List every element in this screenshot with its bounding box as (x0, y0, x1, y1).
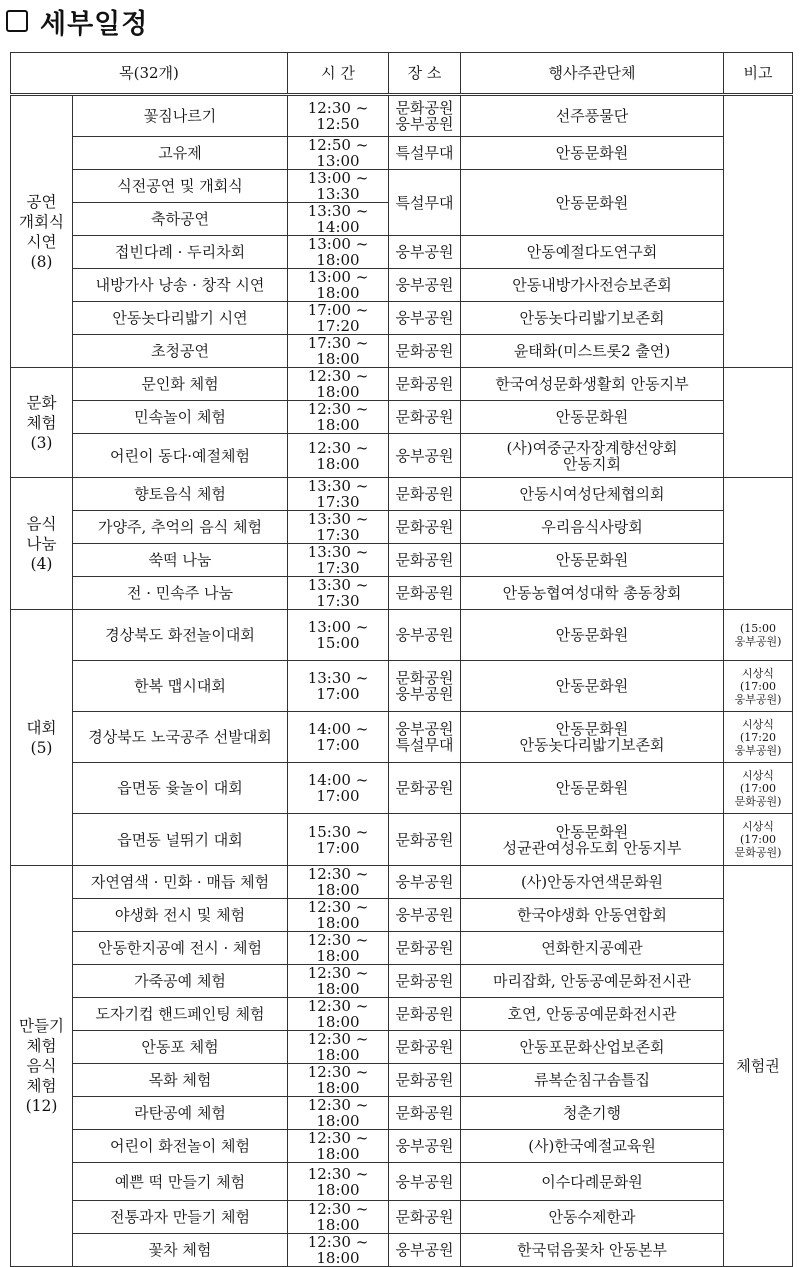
program-cell: 경상북도 화전놀이대회 (73, 610, 288, 661)
place-cell: 문화공원 웅부공원 (389, 95, 461, 137)
table-row (11, 95, 793, 137)
place-cell: 웅부공원 (389, 866, 461, 899)
table-row (11, 269, 793, 302)
note-cell (724, 478, 793, 610)
place-cell: 웅부공원 특설무대 (389, 712, 461, 763)
place-cell: 문화공원 (389, 1031, 461, 1064)
program-cell: 전통과자 만들기 체험 (73, 1201, 288, 1234)
program-cell: 민속놀이 체험 (73, 401, 288, 434)
place-cell: 문화공원 (389, 998, 461, 1031)
note-cell: 시상식 (17:00 문화공원) (724, 763, 793, 814)
time-cell: 12:30 ~ 18:00 (288, 866, 389, 899)
table-row (11, 1201, 793, 1234)
time-cell: 17:30 ~ 18:00 (288, 335, 389, 368)
time-cell: 13:30 ~ 14:00 (288, 203, 389, 236)
organizer-cell: 이수다례문화원 (461, 1163, 724, 1201)
table-row (11, 544, 793, 577)
program-cell: 전 · 민속주 나눔 (73, 577, 288, 610)
program-cell: 접빈다례 · 두리차회 (73, 236, 288, 269)
place-cell: 특설무대 (389, 137, 461, 170)
program-cell: 가죽공예 체험 (73, 965, 288, 998)
table-row (11, 1031, 793, 1064)
place-cell: 웅부공원 (389, 1130, 461, 1163)
organizer-cell: 안동놋다리밟기보존회 (461, 302, 724, 335)
time-cell: 13:30 ~ 17:00 (288, 661, 389, 712)
checkbox-square-icon (6, 10, 28, 32)
place-cell: 문화공원 (389, 763, 461, 814)
organizer-cell: (사)여중군자장계향선양회 안동지회 (461, 434, 724, 478)
table-row (11, 302, 793, 335)
program-cell: 자연염색 · 민화 · 매듭 체험 (73, 866, 288, 899)
program-cell: 어린이 동다·예절체험 (73, 434, 288, 478)
table-row (11, 478, 793, 511)
table-header-row (11, 53, 793, 95)
header-organizer: 행사주관단체 (461, 53, 724, 95)
place-cell: 웅부공원 (389, 610, 461, 661)
table-row (11, 866, 793, 899)
place-cell: 웅부공원 (389, 899, 461, 932)
note-cell: 시상식 (17:00 문화공원) (724, 814, 793, 866)
note-cell (724, 368, 793, 478)
program-cell: 목화 체험 (73, 1064, 288, 1097)
place-cell: 웅부공원 (389, 1234, 461, 1267)
place-cell: 문화공원 (389, 1097, 461, 1130)
program-cell: 읍면동 널뛰기 대회 (73, 814, 288, 866)
program-cell: 쑥떡 나눔 (73, 544, 288, 577)
table-row (11, 335, 793, 368)
header-place: 장 소 (389, 53, 461, 95)
table-row (11, 577, 793, 610)
table-row (11, 712, 793, 763)
header-program: 목(32개) (11, 53, 288, 95)
table-row (11, 1130, 793, 1163)
program-cell: 안동한지공예 전시 · 체험 (73, 932, 288, 965)
place-cell: 문화공원 (389, 1201, 461, 1234)
program-cell: 예쁜 떡 만들기 체험 (73, 1163, 288, 1201)
table-row (11, 998, 793, 1031)
organizer-cell: 안동문화원 (461, 401, 724, 434)
time-cell: 12:30 ~ 18:00 (288, 1031, 389, 1064)
time-cell: 12:30 ~ 18:00 (288, 899, 389, 932)
organizer-cell: 안동수제한과 (461, 1201, 724, 1234)
time-cell: 13:00 ~ 15:00 (288, 610, 389, 661)
program-cell: 향토음식 체험 (73, 478, 288, 511)
program-cell: 라탄공예 체험 (73, 1097, 288, 1130)
organizer-cell: 안동문화원 (461, 137, 724, 170)
organizer-cell: 안동예절다도연구회 (461, 236, 724, 269)
place-cell: 웅부공원 (389, 302, 461, 335)
note-cell: 시상식 (17:20 웅부공원) (724, 712, 793, 763)
place-cell: 웅부공원 (389, 236, 461, 269)
program-cell: 꽃차 체험 (73, 1234, 288, 1267)
time-cell: 12:30 ~ 18:00 (288, 965, 389, 998)
organizer-cell: 한국여성문화생활회 안동지부 (461, 368, 724, 401)
category-cell: 음식 나눔 (4) (11, 478, 73, 610)
place-cell: 웅부공원 (389, 1163, 461, 1201)
organizer-cell: 안동문화원 (461, 170, 724, 236)
organizer-cell: 선주풍물단 (461, 95, 724, 137)
table-row (11, 401, 793, 434)
program-cell: 꽃짐나르기 (73, 95, 288, 137)
category-cell: 만들기 체험 음식 체험 (12) (11, 866, 73, 1267)
category-cell: 공연 개회식 시연 (8) (11, 95, 73, 368)
organizer-cell: 안동내방가사전승보존회 (461, 269, 724, 302)
organizer-cell: 안동문화원 (461, 544, 724, 577)
place-cell: 문화공원 (389, 544, 461, 577)
page-heading (6, 4, 148, 38)
place-cell: 문화공원 (389, 1064, 461, 1097)
program-cell: 내방가사 낭송 · 창작 시연 (73, 269, 288, 302)
organizer-cell: 연화한지공예관 (461, 932, 724, 965)
organizer-cell: 류복순침구솜틀집 (461, 1064, 724, 1097)
program-cell: 안동놋다리밟기 시연 (73, 302, 288, 335)
program-cell: 읍면동 윷놀이 대회 (73, 763, 288, 814)
table-row (11, 434, 793, 478)
time-cell: 14:00 ~ 17:00 (288, 712, 389, 763)
organizer-cell: (사)한국예절교육원 (461, 1130, 724, 1163)
note-cell (724, 95, 793, 368)
program-cell: 야생화 전시 및 체험 (73, 899, 288, 932)
note-cell: 시상식 (17:00 웅부공원) (724, 661, 793, 712)
time-cell: 12:30 ~ 18:00 (288, 401, 389, 434)
table-row (11, 511, 793, 544)
time-cell: 14:00 ~ 17:00 (288, 763, 389, 814)
organizer-cell: 우리음식사랑회 (461, 511, 724, 544)
organizer-cell: 한국야생화 안동연합회 (461, 899, 724, 932)
time-cell: 12:50 ~ 13:00 (288, 137, 389, 170)
program-cell: 고유제 (73, 137, 288, 170)
program-cell: 식전공연 및 개회식 (73, 170, 288, 203)
time-cell: 13:30 ~ 17:30 (288, 511, 389, 544)
time-cell: 13:30 ~ 17:30 (288, 478, 389, 511)
time-cell: 12:30 ~ 18:00 (288, 1130, 389, 1163)
table-row (11, 661, 793, 712)
place-cell: 문화공원 (389, 335, 461, 368)
time-cell: 12:30 ~ 18:00 (288, 1064, 389, 1097)
organizer-cell: 안동문화원 안동놋다리밟기보존회 (461, 712, 724, 763)
time-cell: 12:30 ~ 18:00 (288, 1163, 389, 1201)
category-cell: 대회 (5) (11, 610, 73, 866)
category-cell: 문화 체험 (3) (11, 368, 73, 478)
place-cell: 특설무대 (389, 170, 461, 236)
place-cell: 문화공원 웅부공원 (389, 661, 461, 712)
table-row (11, 1163, 793, 1201)
time-cell: 12:30 ~ 18:00 (288, 434, 389, 478)
schedule-table (10, 52, 793, 1267)
table-row (11, 1234, 793, 1267)
place-cell: 문화공원 (389, 478, 461, 511)
organizer-cell: 안동문화원 (461, 763, 724, 814)
table-row (11, 763, 793, 814)
page-title: 세부일정 (40, 8, 149, 40)
time-cell: 13:30 ~ 17:30 (288, 544, 389, 577)
note-cell: 체험권 (724, 866, 793, 1267)
program-cell: 도자기컵 핸드페인팅 체험 (73, 998, 288, 1031)
time-cell: 12:30 ~ 18:00 (288, 932, 389, 965)
time-cell: 12:30 ~ 18:00 (288, 998, 389, 1031)
place-cell: 문화공원 (389, 965, 461, 998)
organizer-cell: 안동문화원 (461, 610, 724, 661)
organizer-cell: 윤태화(미스트롯2 출연) (461, 335, 724, 368)
organizer-cell: 안동문화원 (461, 661, 724, 712)
organizer-cell: 청춘기행 (461, 1097, 724, 1130)
place-cell: 문화공원 (389, 932, 461, 965)
table-row (11, 170, 793, 203)
organizer-cell: 안동시여성단체협의회 (461, 478, 724, 511)
organizer-cell: 한국덖음꽃차 안동본부 (461, 1234, 724, 1267)
time-cell: 13:30 ~ 17:30 (288, 577, 389, 610)
program-cell: 축하공연 (73, 203, 288, 236)
program-cell: 안동포 체험 (73, 1031, 288, 1064)
time-cell: 12:30 ~ 12:50 (288, 95, 389, 137)
time-cell: 15:30 ~ 17:00 (288, 814, 389, 866)
place-cell: 문화공원 (389, 814, 461, 866)
table-row (11, 814, 793, 866)
program-cell: 경상북도 노국공주 선발대회 (73, 712, 288, 763)
note-cell: (15:00 웅부공원) (724, 610, 793, 661)
place-cell: 문화공원 (389, 401, 461, 434)
time-cell: 13:00 ~ 18:00 (288, 236, 389, 269)
time-cell: 17:00 ~ 17:20 (288, 302, 389, 335)
table-row (11, 1064, 793, 1097)
time-cell: 12:30 ~ 18:00 (288, 1201, 389, 1234)
program-cell: 초청공연 (73, 335, 288, 368)
place-cell: 웅부공원 (389, 434, 461, 478)
table-row (11, 965, 793, 998)
table-row (11, 899, 793, 932)
organizer-cell: 안동문화원 성균관여성유도회 안동지부 (461, 814, 724, 866)
organizer-cell: 안동포문화산업보존회 (461, 1031, 724, 1064)
organizer-cell: 안동농협여성대학 총동창회 (461, 577, 724, 610)
place-cell: 문화공원 (389, 511, 461, 544)
program-cell: 한복 맵시대회 (73, 661, 288, 712)
organizer-cell: (사)안동자연색문화원 (461, 866, 724, 899)
header-note: 비고 (724, 53, 793, 95)
place-cell: 웅부공원 (389, 269, 461, 302)
table-row (11, 137, 793, 170)
table-row (11, 932, 793, 965)
time-cell: 12:30 ~ 18:00 (288, 368, 389, 401)
program-cell: 어린이 화전놀이 체험 (73, 1130, 288, 1163)
program-cell: 문인화 체험 (73, 368, 288, 401)
table-row (11, 368, 793, 401)
table-row (11, 610, 793, 661)
place-cell: 문화공원 (389, 368, 461, 401)
header-time: 시 간 (288, 53, 389, 95)
time-cell: 13:00 ~ 13:30 (288, 170, 389, 203)
place-cell: 문화공원 (389, 577, 461, 610)
time-cell: 13:00 ~ 18:00 (288, 269, 389, 302)
table-row (11, 236, 793, 269)
time-cell: 12:30 ~ 18:00 (288, 1097, 389, 1130)
program-cell: 가양주, 추억의 음식 체험 (73, 511, 288, 544)
organizer-cell: 호연, 안동공예문화전시관 (461, 998, 724, 1031)
table-row (11, 1097, 793, 1130)
time-cell: 12:30 ~ 18:00 (288, 1234, 389, 1267)
organizer-cell: 마리잡화, 안동공예문화전시관 (461, 965, 724, 998)
